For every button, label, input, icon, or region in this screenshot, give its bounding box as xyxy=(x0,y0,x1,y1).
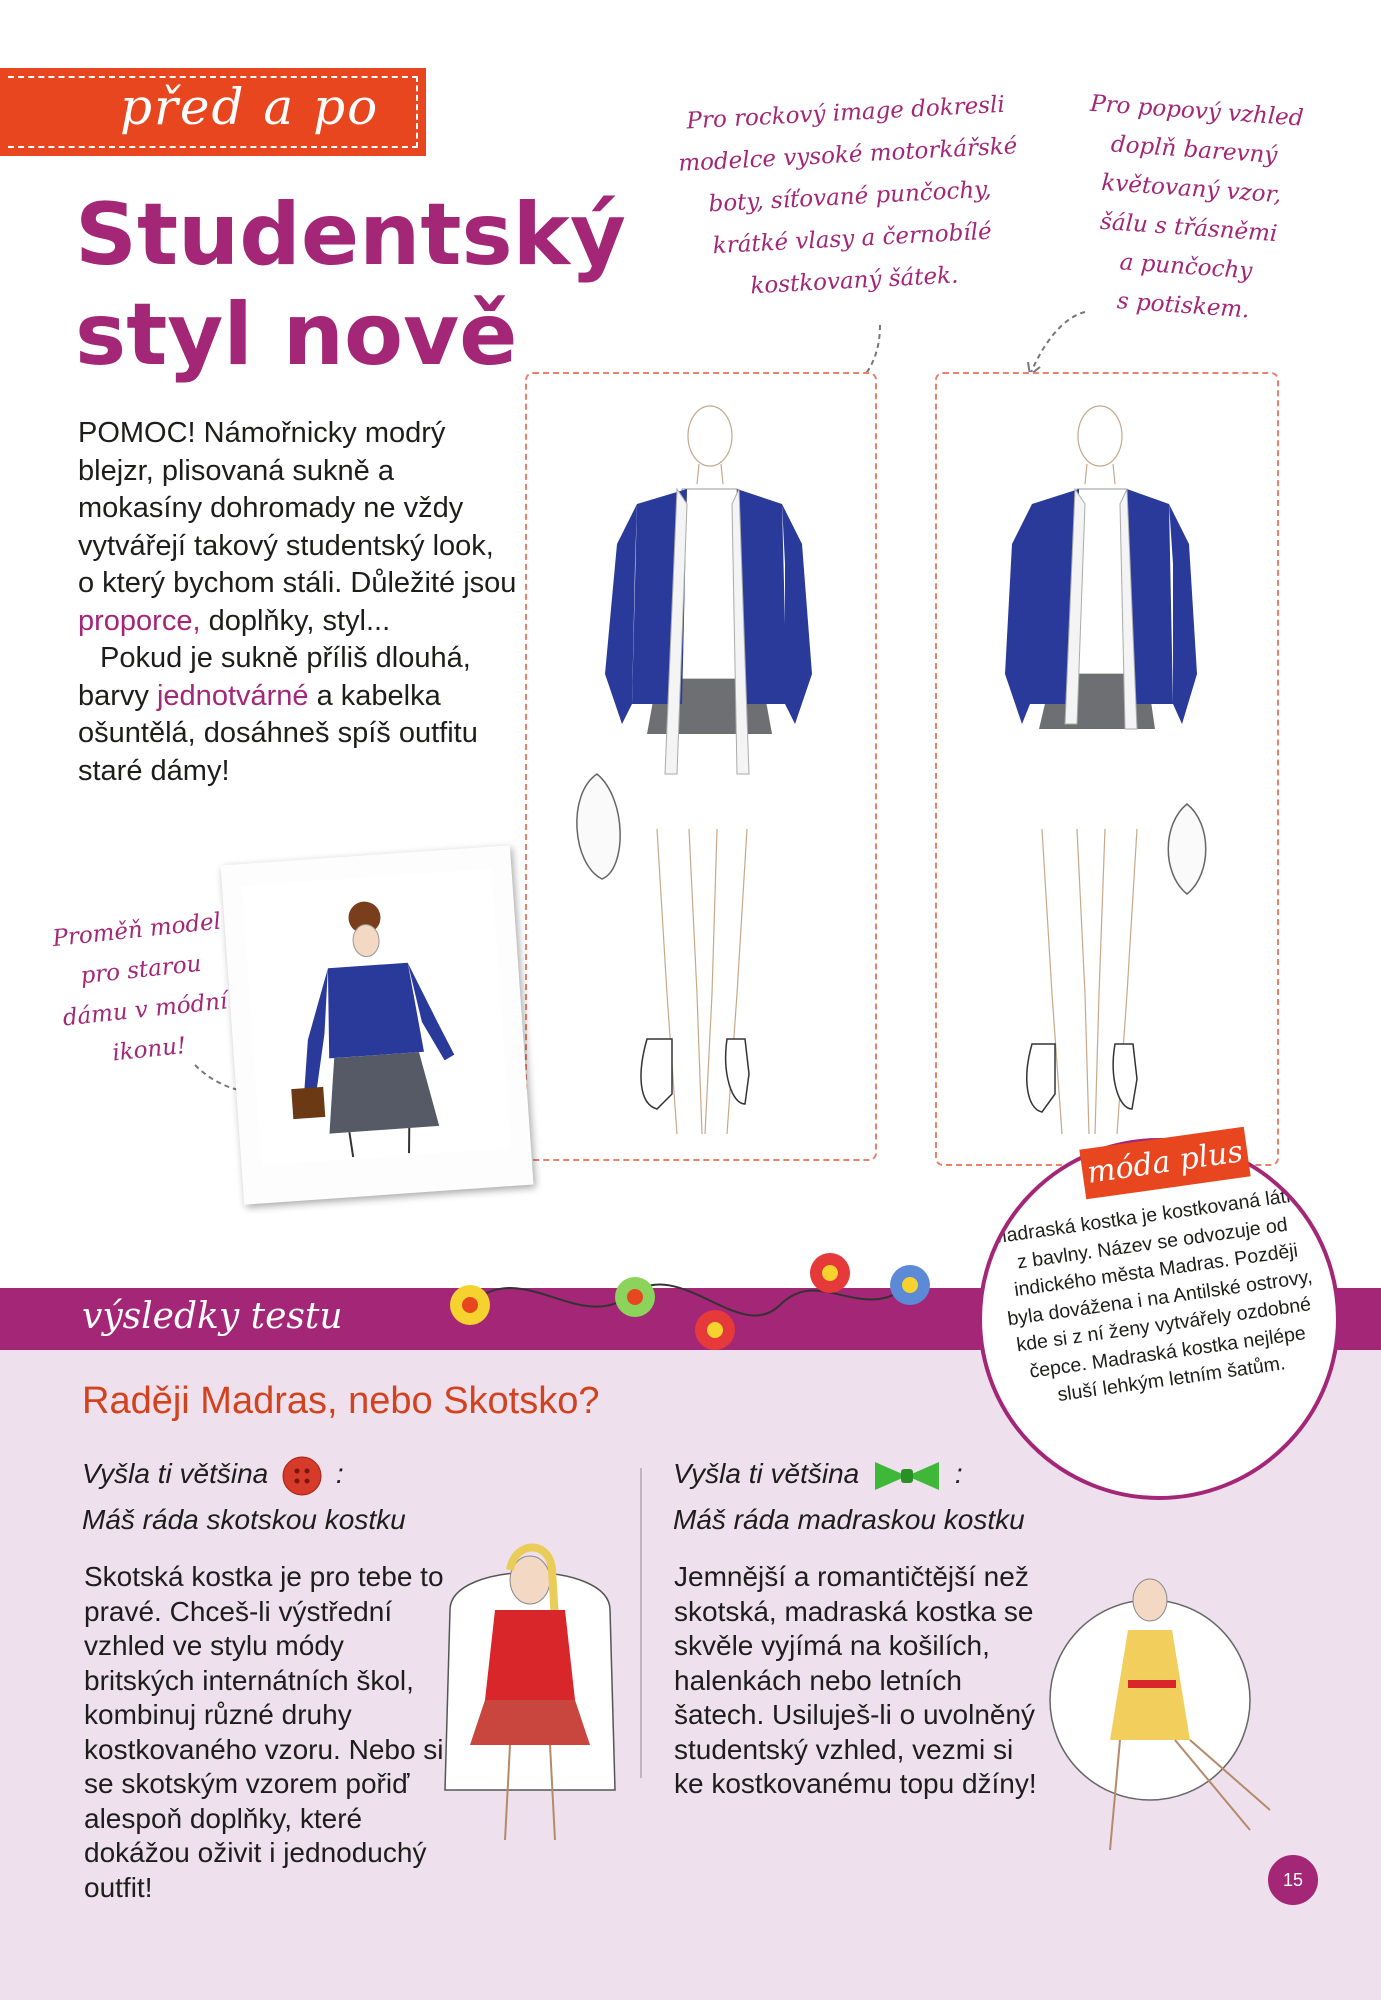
note-transform-line: ikonu! xyxy=(111,1032,188,1067)
flower-icon xyxy=(810,1253,850,1293)
fashion-figure-pop xyxy=(937,374,1277,1164)
girl-in-armchair-illustration xyxy=(430,1530,630,1860)
note-rock-line: kostkovaný šátek. xyxy=(749,262,959,300)
result-right-subtitle: Máš ráda madraskou kostku xyxy=(673,1503,1025,1535)
note-transform-line: Proměň model xyxy=(51,908,223,953)
title-line-1: Studentský xyxy=(75,185,626,285)
intro-p1-start: POMOC! Námořnicky modrý blejzr, plisovaná sukně a mokasíny dohromady ne vždy vytvářejí takový studentský look, o který bychom stáli. Důležité jsou xyxy=(78,417,517,599)
note-transform-line: dámu v módní xyxy=(61,988,229,1032)
flower-icon xyxy=(450,1285,490,1325)
arrow-pop xyxy=(1030,312,1085,375)
flower-icon xyxy=(695,1310,735,1350)
polaroid-photo xyxy=(220,845,533,1204)
girl-in-wicker-chair-illustration xyxy=(1040,1560,1320,1860)
test-title: Raději Madras, nebo Skotsko? xyxy=(82,1380,600,1422)
note-transform-line: pro starou xyxy=(79,950,203,990)
illustration-panel-pop xyxy=(935,372,1279,1166)
red-button-icon xyxy=(276,1454,328,1498)
title-line-2: styl nově xyxy=(75,285,518,385)
note-rock-line: krátké vlasy a černobílé xyxy=(712,218,993,260)
intro-highlight-jednotvarne: jednotvárné xyxy=(156,679,309,712)
note-pop-line: šálu s třásněmi xyxy=(1099,208,1279,248)
flower-garland-decoration xyxy=(440,1245,960,1365)
intro-highlight-proporce: proporce, xyxy=(78,604,201,637)
flower-icon xyxy=(890,1265,930,1305)
result-left-prefix: Vyšla ti většina xyxy=(82,1458,269,1489)
moda-plus-text: Madraská kostka je kostkovaná látka z bavlny. Název se odvozuje od indického města Madras. Později byla dovážena i na Antilské ostrovy, kde si z ní ženy vytvářely ozdobné čepce. Madraská kostka nejlépe sluší lehkým letním šatům. xyxy=(989,1182,1314,1407)
note-pop-line: a punčochy xyxy=(1118,249,1254,285)
note-rock-line: boty, síťované punčochy, xyxy=(707,176,993,218)
fashion-figure-rock xyxy=(527,374,875,1159)
intro-p2-start: Pokud je sukně příliš dlouhá, barvy xyxy=(78,642,471,712)
moda-plus-info-circle xyxy=(978,1138,1340,1500)
flower-icon xyxy=(615,1277,655,1317)
result-left-subtitle: Máš ráda skotskou kostku xyxy=(82,1503,406,1535)
result-left-suffix: : xyxy=(335,1458,344,1489)
result-left-text: Skotská kostka je pro tebe to pravé. Chceš-li výstřední vzhled ve stylu módy britských internátních škol, kombinuj různé druhy kostkovaného vzoru. Nebo si se skotským vzorem pořiď alespoň doplňky, které dokážou oživit i jednoduchý outfit! xyxy=(84,1561,444,1903)
note-pop-line: s potiskem. xyxy=(1116,288,1251,324)
green-bow-icon xyxy=(867,1454,947,1498)
result-right-text: Jemnější a romantičtější než skotská, madraská kostka se skvěle vyjímá na košilích, halenkách nebo letních šatech. Usiluješ-li o uvolněný studentský vzhled, vezmi si ke kostkovanému topu džíny! xyxy=(674,1561,1037,1799)
illustration-panel-rock xyxy=(525,372,877,1161)
page-number: 15 xyxy=(1268,1855,1318,1905)
note-pop-line: květovaný vzor, xyxy=(1100,169,1283,209)
moda-plus-label: móda plus xyxy=(1079,1127,1250,1200)
old-lady-outfit-sketch xyxy=(220,845,533,1204)
note-pop-line: doplň barevný xyxy=(1110,131,1279,169)
section-tag-label: před a po xyxy=(120,78,380,136)
note-pop-line: Pro popový vzhled xyxy=(1089,90,1305,132)
note-rock-line: modelce vysoké motorkářské xyxy=(677,133,1018,177)
results-banner-label: výsledky testu xyxy=(82,1296,343,1337)
note-rock-line: Pro rockový image dokresli xyxy=(685,91,1006,135)
intro-p1-end: doplňky, styl... xyxy=(200,604,391,637)
column-divider xyxy=(640,1468,642,1778)
result-right-prefix: Vyšla ti většina xyxy=(673,1458,860,1489)
intro-p2-end: a kabelka ošuntělá, dosáhneš spíš outfitu staré dámy! xyxy=(78,679,478,787)
result-right-suffix: : xyxy=(954,1458,963,1489)
result-left-header xyxy=(82,1452,642,1542)
